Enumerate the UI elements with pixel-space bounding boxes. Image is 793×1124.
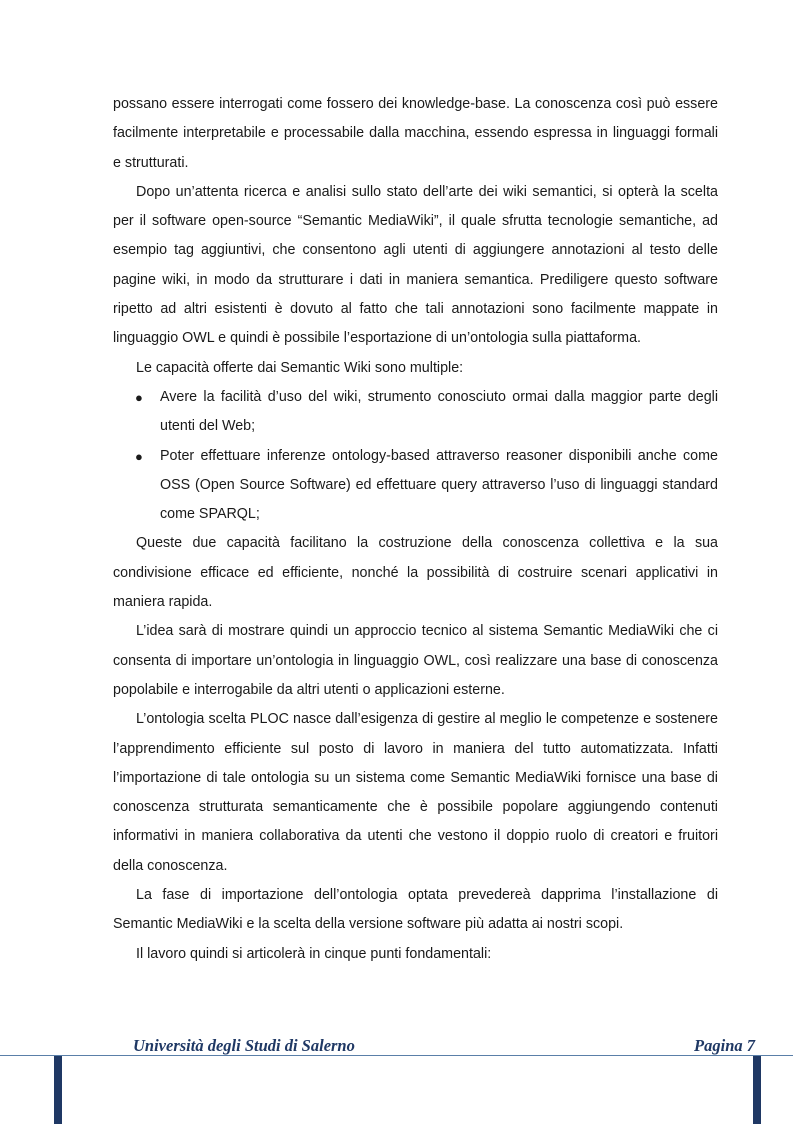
footer-divider [0, 1055, 793, 1056]
bullet-item-2 [113, 442, 718, 530]
bullet-text-1: Avere la facilità d’uso del wiki, strumento conosciuto ormai dalla maggior parte degli utenti del Web; [160, 388, 718, 435]
paragraph-8: Il lavoro quindi si articolerà in cinque punti fondamentali: [136, 945, 492, 962]
bullet-item-1 [113, 383, 718, 442]
footer-bar-left [54, 1056, 62, 1124]
bullet-icon: ● [135, 389, 143, 405]
paragraph-5: L’idea sarà di mostrare quindi un approccio tecnico al sistema Semantic MediaWiki che ci consenta di importare un’ontologia in linguaggio OWL, così realizzare una base di conoscenza popolabile e interrogabile da altri utenti o applicazioni esterne. [113, 623, 718, 698]
paragraph-7: La fase di importazione dell’ontologia optata prevedereà dapprima l’installazione di Semantic MediaWiki e la scelta della versione software più adatta ai nostri scopi. [113, 887, 718, 933]
paragraph-6: L’ontologia scelta PLOC nasce dall’esigenza di gestire al meglio le competenze e sostenere l’apprendimento efficiente sul posto di lavoro in maniera del tutto automatizzata. Infatti l’importazione di tale ontologia su un sistema come Semantic MediaWiki fornisce una base di conoscenza strutturata semanticamente che è possibile popolare aggiungendo contenuti informativi in maniera collaborativa da utenti che vestono il doppio ruolo di creatori e fruitori della conoscenza. [113, 711, 718, 874]
footer-page-number: Pagina 7 [694, 1036, 755, 1055]
bullet-icon: ● [135, 448, 143, 464]
paragraph-3: Le capacità offerte dai Semantic Wiki sono multiple: [136, 359, 464, 376]
page-body [113, 90, 718, 969]
footer-institution: Università degli Studi di Salerno [133, 1036, 355, 1055]
bullet-list [113, 383, 718, 529]
paragraph-2: Dopo un’attenta ricerca e analisi sullo stato dell’arte dei wiki semantici, si opterà la scelta per il software open-source “Semantic MediaWiki”, il quale sfrutta tecnologie semantiche, ad esempio tag aggiuntivi, che consentono agli utenti di aggiungere annotazioni al testo delle pagine wiki, in modo da strutturare i dati in maniera semantica. Prediligere questo software ripetto ad altri esistenti è dovuto al fatto che tali annotazioni sono facilmente mappate in linguaggio OWL e quindi è possibile l’esportazione di un’ontologia sulla piattaforma. [113, 183, 718, 347]
bullet-text-2: Poter effettuare inferenze ontology-based attraverso reasoner disponibili anche come OSS (Open Source Software) ed effettuare query attraverso l’uso di linguaggi standard come SPARQL; [160, 447, 718, 523]
footer-bar-right [753, 1056, 761, 1124]
paragraph-1: possano essere interrogati come fossero dei knowledge-base. La conoscenza così può essere facilmente interpretabile e processabile dalla macchina, essendo espressa in linguaggi formali e strutturati. [113, 96, 718, 171]
paragraph-4: Queste due capacità facilitano la costruzione della conoscenza collettiva e la sua condivisione efficace ed efficiente, nonché la possibilità di costruire scenari applicativi in maniera rapida. [113, 535, 718, 611]
